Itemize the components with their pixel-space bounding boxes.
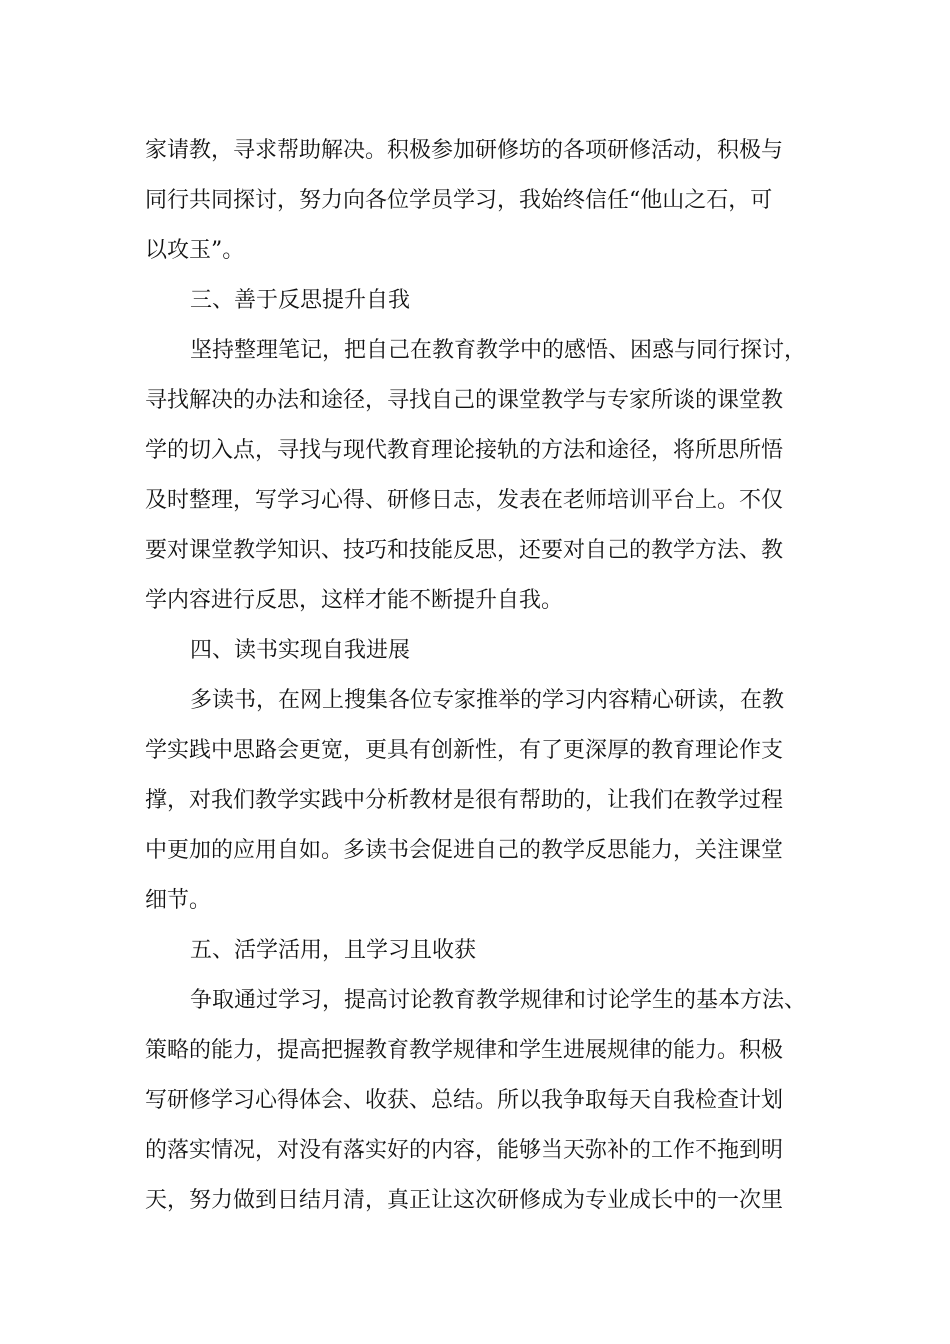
section-heading: 五、活学活用，且学习且收获 [190,938,477,963]
text-line: 学的切入点，寻找与现代教育理论接轨的方法和途径，将所思所悟 [145,438,784,463]
text-line: 中更加的应用自如。多读书会促进自己的教学反思能力，关注课堂 [145,838,784,863]
text-line: 及时整理，写学习心得、研修日志，发表在老师培训平台上。不仅 [145,488,784,513]
text-line: 寻找解决的办法和途径，寻找自己的课堂教学与专家所谈的课堂教 [145,388,784,413]
text-line: 学实践中思路会更宽，更具有创新性，有了更深厚的教育理论作支 [145,738,784,763]
text-line: 的落实情况，对没有落实好的内容，能够当天弥补的工作不拖到明 [145,1138,784,1163]
text-line: 同行共同探讨，努力向各位学员学习，我始终信任“他山之石，可 [145,188,773,213]
text-line: 以攻玉”。 [145,238,245,263]
section-heading: 三、善于反思提升自我 [190,288,411,313]
text-line: 写研修学习心得体会、收获、总结。所以我争取每天自我检查计划 [145,1088,784,1113]
section-heading: 四、读书实现自我进展 [190,638,411,663]
text-line: 家请教，寻求帮助解决。积极参加研修坊的各项研修活动，积极与 [145,138,784,163]
text-line: 争取通过学习，提高讨论教育教学规律和讨论学生的基本方法、 [190,988,807,1013]
text-line: 多读书，在网上搜集各位专家推举的学习内容精心研读，在教 [190,688,785,713]
text-line: 天，努力做到日结月清，真正让这次研修成为专业成长中的一次里 [145,1188,784,1213]
text-line: 坚持整理笔记，把自己在教育教学中的感悟、困惑与同行探讨， [190,338,807,363]
text-line: 要对课堂教学知识、技巧和技能反思，还要对自己的教学方法、教 [145,538,784,563]
text-line: 细节。 [145,888,212,913]
text-line: 撑，对我们教学实践中分析教材是很有帮助的，让我们在教学过程 [145,788,784,813]
text-line: 学内容进行反思，这样才能不断提升自我。 [145,588,564,613]
text-line: 策略的能力，提高把握教育教学规律和学生进展规律的能力。积极 [145,1038,784,1063]
